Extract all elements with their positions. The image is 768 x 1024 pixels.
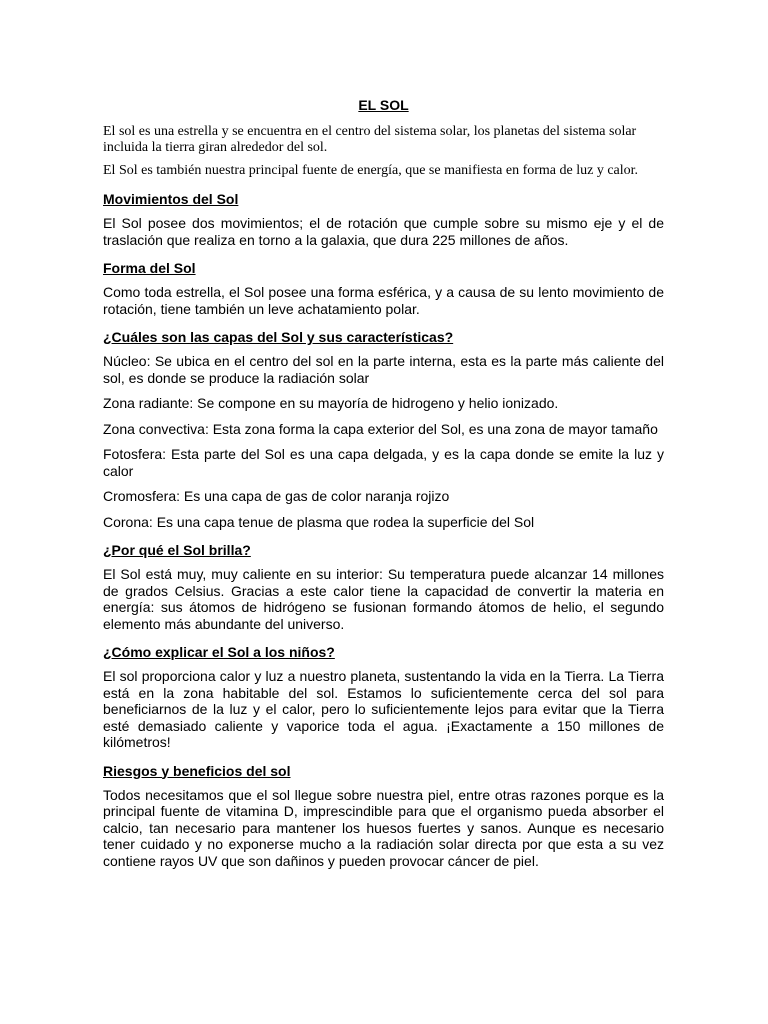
section-paragraph: Cromosfera: Es una capa de gas de color naranja rojizo bbox=[103, 488, 450, 504]
section-forma bbox=[103, 259, 664, 317]
section-capas bbox=[103, 328, 664, 530]
section-paragraph: Núcleo: Se ubica en el centro del sol en la parte interna, esta es la parte más caliente del sol, es donde se produce la radiación solar bbox=[103, 353, 664, 386]
document-page bbox=[103, 96, 664, 878]
section-heading: Riesgos y beneficios del sol bbox=[103, 762, 291, 779]
section-paragraph: El sol proporciona calor y luz a nuestro planeta, sustentando la vida en la Tierra. La Tierra está en la zona habitable del sol. Estamos lo suficientemente cerca del sol para beneficiarnos de la luz y el calor, pero lo suficientemente lejos para evitar que la Tierra esté demasiado caliente y vaporice toda el agua. ¡Exactamente a 150 millones de kilómetros! bbox=[103, 668, 664, 750]
intro-paragraph: El sol es una estrella y se encuentra en el centro del sistema solar, los planetas del sistema solar incluida la tierra giran alrededor del sol. bbox=[103, 124, 637, 155]
section-heading: Movimientos del Sol bbox=[103, 191, 239, 207]
section-movimientos bbox=[103, 190, 664, 248]
document-title: EL SOL bbox=[358, 97, 409, 113]
section-paragraph: Zona convectiva: Esta zona forma la capa exterior del Sol, es una zona de mayor tamaño bbox=[103, 420, 658, 437]
section-heading: Forma del Sol bbox=[103, 260, 196, 276]
intro-paragraph: El Sol es también nuestra principal fuente de energía, que se manifiesta en forma de luz y calor. bbox=[103, 163, 639, 178]
section-paragraph: Zona radiante: Se compone en su mayoría de hidrogeno y helio ionizado. bbox=[103, 395, 559, 411]
section-ninos bbox=[103, 643, 664, 751]
section-riesgos bbox=[103, 762, 664, 870]
section-paragraph: El Sol posee dos movimientos; el de rotación que cumple sobre su mismo eje y el de traslación que realiza en torno a la galaxia, que dura 225 millones de años. bbox=[103, 215, 664, 248]
section-paragraph: El Sol está muy, muy caliente en su interior: Su temperatura puede alcanzar 14 millones de grados Celsius. Gracias a este calor tiene la capacidad de convertir la materia en energía: sus átomos de hidrógeno se fusionan formando átomos de helio, el segundo elemento más abundante del universo. bbox=[103, 566, 664, 632]
section-paragraph: Todos necesitamos que el sol llegue sobre nuestra piel, entre otras razones porque es la principal fuente de vitamina D, imprescindible para que el organismo pueda absorber el calcio, tan necesario para mantener los huesos fuertes y sanos. Aunque es necesario tener cuidado y no exponerse mucho a la radiación solar directa por que esta a su vez contiene rayos UV que son dañinos y pueden provocar cáncer de piel. bbox=[103, 786, 664, 869]
section-brilla bbox=[103, 541, 664, 632]
section-heading: ¿Cómo explicar el Sol a los niños? bbox=[103, 644, 335, 660]
section-heading: ¿Por qué el Sol brilla? bbox=[103, 542, 251, 558]
section-heading: ¿Cuáles son las capas del Sol y sus características? bbox=[103, 329, 454, 345]
section-paragraph: Como toda estrella, el Sol posee una forma esférica, y a causa de su lento movimiento de rotación, tiene también un leve achatamiento polar. bbox=[103, 284, 664, 317]
section-paragraph: Fotosfera: Esta parte del Sol es una capa delgada, y es la capa donde se emite la luz y calor bbox=[103, 446, 664, 479]
section-paragraph: Corona: Es una capa tenue de plasma que rodea la superficie del Sol bbox=[103, 513, 535, 530]
